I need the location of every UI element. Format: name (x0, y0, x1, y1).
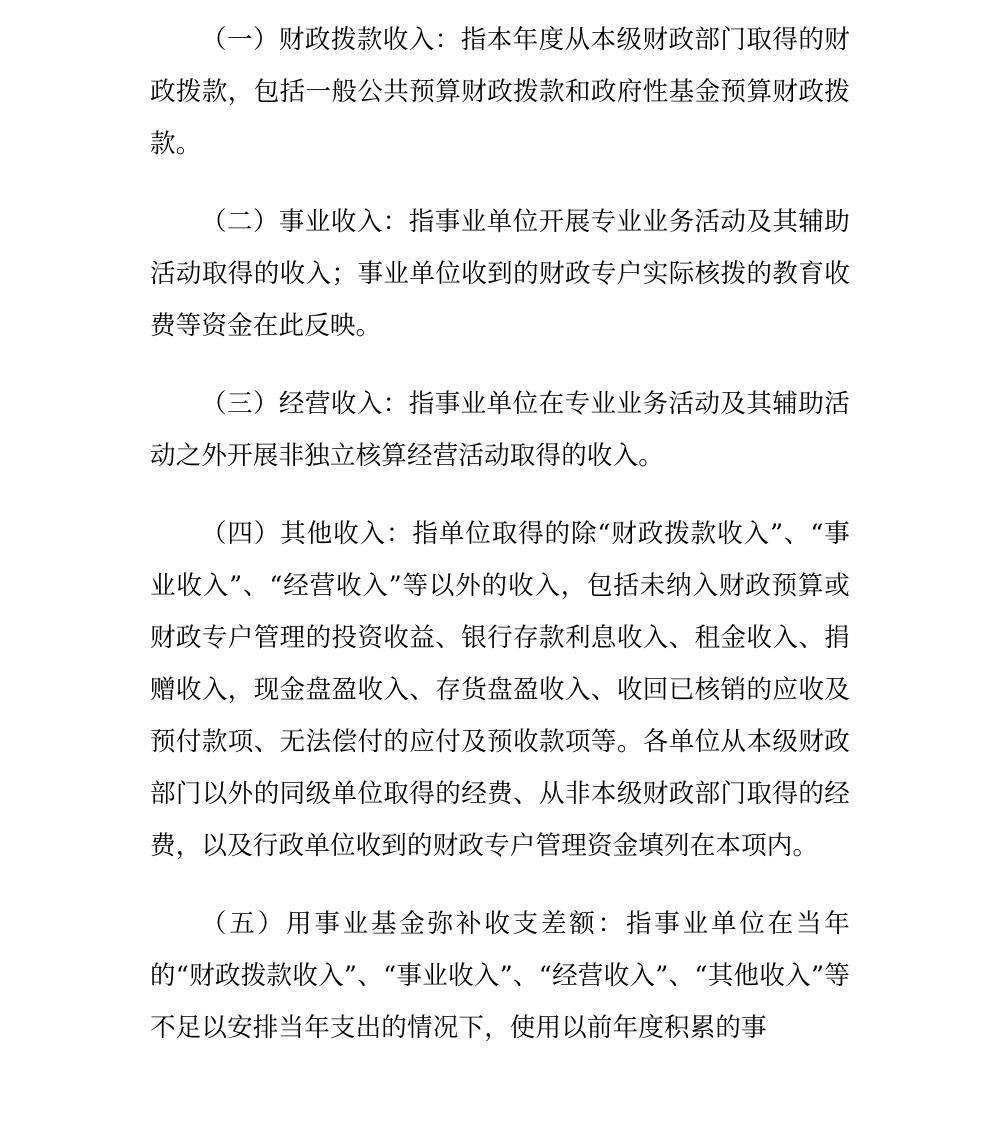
paragraph-item: （一）财政拨款收入：指本年度从本级财政部门取得的财政拨款，包括一般公共预算财政拨款和政府性基金预算财政拨款。 (150, 25, 850, 159)
paragraph-item: （二）事业收入：指事业单位开展专业业务活动及其辅助活动取得的收入；事业单位收到的财政专户实际核拨的教育收费等资金在此反映。 (150, 207, 850, 341)
paragraph-item: （五）用事业基金弥补收支差额：指事业单位在当年的“财政拨款收入”、“事业收入”、“经营收入”、“其他收入”等不足以安排当年支出的情况下，使用以前年度积累的事 (150, 909, 850, 1043)
paragraph-item: （四）其他收入：指单位取得的除“财政拨款收入”、“事业收入”、“经营收入”等以外的收入，包括未纳入财政预算或财政专户管理的投资收益、银行存款利息收入、租金收入、捐赠收入，现金盘盈收入、存货盘盈收入、收回已核销的应收及预付款项、无法偿付的应付及预收款项等。各单位从本级财政部门以外的同级单位取得的经费、从非本级财政部门取得的经费，以及行政单位收到的财政专户管理资金填列在本项内。 (150, 519, 850, 861)
paragraph-item: （三）经营收入：指事业单位在专业业务活动及其辅助活动之外开展非独立核算经营活动取得的收入。 (150, 389, 850, 471)
